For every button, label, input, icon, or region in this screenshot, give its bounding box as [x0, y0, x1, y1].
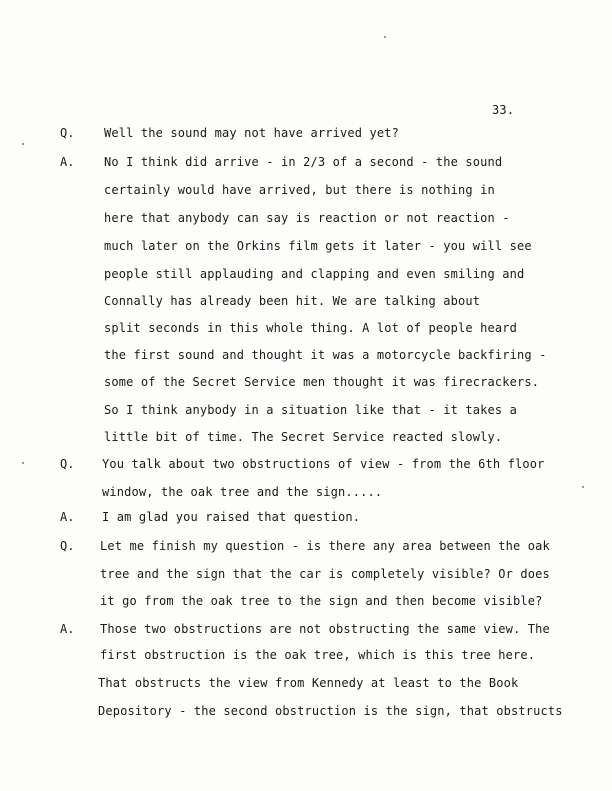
transcript-line: certainly would have arrived, but there is nothing in	[104, 183, 495, 197]
transcript-line: here that anybody can say is reaction or not reaction -	[104, 211, 510, 225]
transcript-line: You talk about two obstructions of view - from the 6th floor	[102, 457, 545, 471]
scan-speck	[22, 462, 24, 464]
scan-speck	[22, 143, 24, 145]
transcript-line: Well the sound may not have arrived yet?	[104, 126, 399, 140]
transcript-line: split seconds in this whole thing. A lot of people heard	[104, 321, 517, 335]
transcript-line: That obstructs the view from Kennedy at least to the Book	[98, 676, 519, 690]
transcript-line: the first sound and thought it was a motorcycle backfiring -	[104, 348, 547, 362]
speaker-label: A.	[60, 510, 75, 524]
scan-speck	[384, 36, 386, 38]
transcript-line: Connally has already been hit. We are talking about	[104, 294, 481, 308]
transcript-line: much later on the Orkins film gets it later - you will see	[104, 239, 532, 253]
transcript-line: No I think did arrive - in 2/3 of a second - the sound	[104, 155, 503, 169]
transcript-line: Depository - the second obstruction is the sign, that obstructs	[98, 704, 563, 718]
transcript-line: people still applauding and clapping and even smiling and	[104, 267, 525, 281]
transcript-line: Those two obstructions are not obstructing the same view. The	[100, 622, 550, 636]
transcript-line: window, the oak tree and the sign.....	[102, 485, 383, 499]
transcript-line: Let me finish my question - is there any area between the oak	[100, 539, 550, 553]
scan-speck	[582, 486, 584, 488]
transcript-line: tree and the sign that the car is completely visible? Or does	[100, 567, 550, 581]
speaker-label: Q.	[60, 539, 75, 553]
page-number: 33.	[492, 103, 515, 117]
transcript-line: some of the Secret Service men thought it was firecrackers.	[104, 375, 540, 389]
transcript-line: So I think anybody in a situation like that - it takes a	[104, 403, 517, 417]
speaker-label: Q.	[60, 457, 75, 471]
transcript-line: first obstruction is the oak tree, which is this tree here.	[100, 648, 536, 662]
speaker-label: Q.	[60, 126, 75, 140]
transcript-line: little bit of time. The Secret Service reacted slowly.	[104, 430, 503, 444]
speaker-label: A.	[60, 155, 75, 169]
transcript-line: I am glad you raised that question.	[102, 510, 361, 524]
transcript-line: it go from the oak tree to the sign and then become visible?	[100, 594, 543, 608]
speaker-label: A.	[60, 622, 75, 636]
